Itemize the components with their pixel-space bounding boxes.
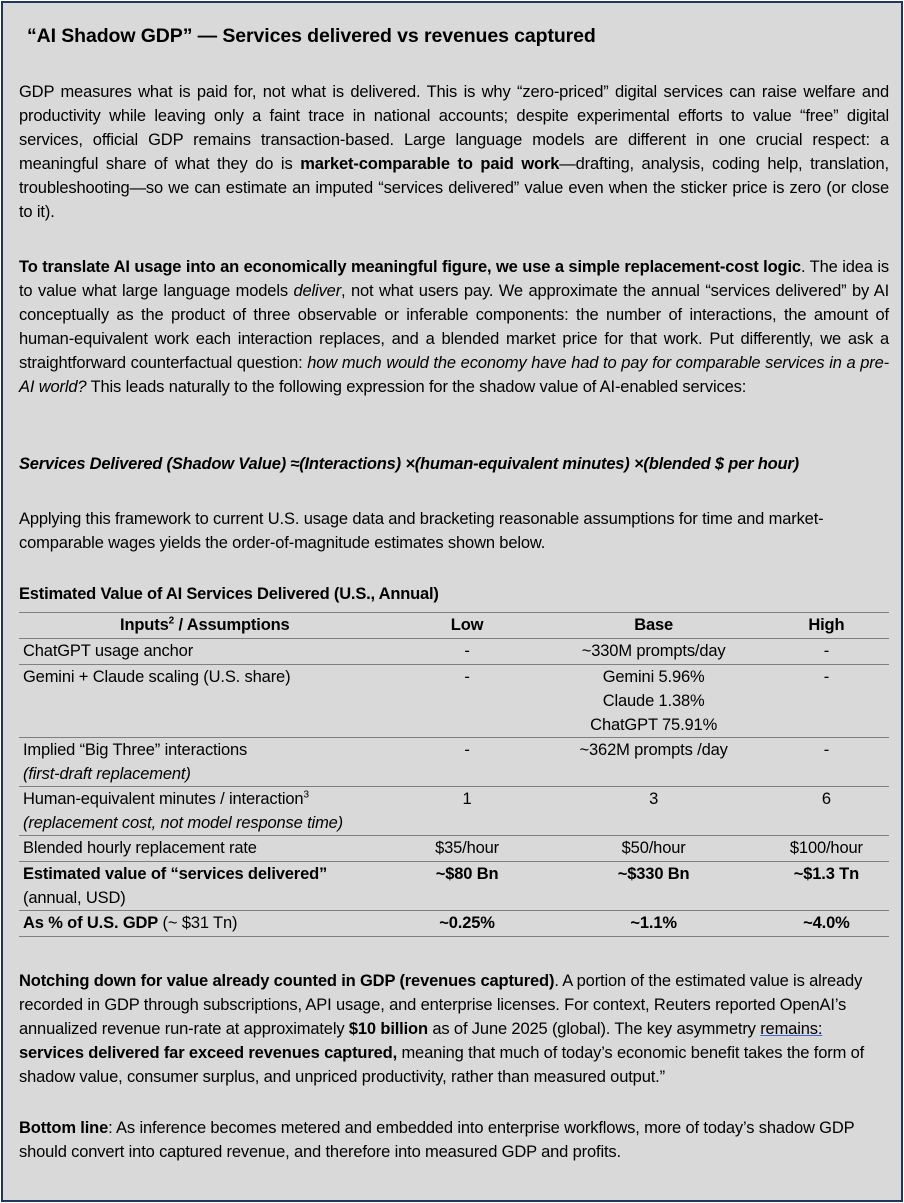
text-run: . A portion of the estimated value is already recorded in GDP through subscriptions, API usage, and enterprise licenses. For context, Reuters reported OpenAI’s annualized revenue run-rate at approximately <box>19 972 863 1038</box>
emphasis-italic: deliver <box>293 282 342 300</box>
cell-low: ~0.25% <box>391 911 544 937</box>
spellcheck-underline[interactable]: remains: <box>760 1020 823 1038</box>
header-base: Base <box>544 613 764 639</box>
row-label <box>19 787 391 836</box>
row-sublabel: (replacement cost, not model response time) <box>23 814 344 832</box>
revenues-captured-paragraph <box>19 969 889 1089</box>
cell-high: ~$1.3 Tn <box>764 862 889 911</box>
table-title: Estimated Value of AI Services Delivered (U.S., Annual) <box>19 585 439 603</box>
table-row <box>19 665 889 738</box>
methodology-paragraph <box>19 255 889 399</box>
row-sublabel: (annual, USD) <box>23 889 126 907</box>
emphasis-italic: how much would the economy have had to pay for comparable services in a pre-AI world? <box>19 354 889 396</box>
table-row <box>19 862 889 911</box>
cell-high: ~4.0% <box>764 911 889 937</box>
cell-low: - <box>391 665 544 738</box>
framework-paragraph: Applying this framework to current U.S. usage data and bracketing reasonable assumptions for time and market-comparable wages yields the order-of-magnitude estimates shown below. <box>19 510 824 552</box>
text-run: , not what users pay. We approximate the annual “services delivered” by AI conceptually as the product of three observable or inferable components: the number of interactions, the amount of human-equivalent work each interaction replaces, and a blended market price for that work. Put differently, we ask a straightforward counterfactual question: <box>19 282 889 372</box>
table-row <box>19 836 889 862</box>
table-row <box>19 639 889 665</box>
cell-low: 1 <box>391 787 544 836</box>
cell-base: ~$330 Bn <box>544 862 764 911</box>
row-label-main: Human-equivalent minutes / interaction$^3$ <box>23 789 309 808</box>
row-label-main: Implied “Big Three” interactions <box>23 741 248 759</box>
cell-high: - <box>764 738 889 787</box>
row-label <box>19 738 391 787</box>
row-label: Blended hourly replacement rate <box>19 836 391 862</box>
header-low: Low <box>391 613 544 639</box>
row-sublabel: (first-draft replacement) <box>23 765 191 783</box>
cell-base: 3 <box>544 787 764 836</box>
cell-low: $35/hour <box>391 836 544 862</box>
row-label-main: Estimated value of “services delivered” <box>23 865 328 883</box>
header-inputs: Inputs$^2$ / Assumptions <box>19 613 391 639</box>
document-panel <box>1 1 903 1202</box>
emphasis-bold: $10 billion <box>348 1020 428 1038</box>
row-label: ChatGPT usage anchor <box>19 639 391 665</box>
footnote-marker: 3 <box>303 789 309 801</box>
text-run: . The idea is to value what large language models <box>19 258 889 300</box>
emphasis-bold: services delivered far exceed revenues captured, <box>19 1044 398 1062</box>
cell-base <box>544 665 764 738</box>
text-run: This leads naturally to the following expression for the shadow value of AI-enabled services: <box>86 378 747 396</box>
table-row <box>19 738 889 787</box>
text-run: as of June 2025 (global). The key asymmetry <box>427 1020 761 1038</box>
estimates-table <box>19 612 889 937</box>
cell-high: - <box>764 665 889 738</box>
bottom-line-paragraph <box>19 1116 889 1164</box>
emphasis-bold: Bottom line <box>19 1119 109 1137</box>
intro-paragraph <box>19 80 889 224</box>
share-gemini: Gemini 5.96% <box>602 668 705 686</box>
share-claude: Claude 1.38% <box>602 692 705 710</box>
table-row <box>19 911 889 937</box>
emphasis-bold: To translate AI usage into an economically meaningful figure, we use a simple replacement-cost logic <box>19 258 801 276</box>
cell-low: ~$80 Bn <box>391 862 544 911</box>
cell-base: ~362M prompts /day <box>544 738 764 787</box>
cell-high: 6 <box>764 787 889 836</box>
text-run: —drafting, analysis, coding help, translation, troubleshooting—so we can estimate an imputed “services delivered” value even when the sticker price is zero (or close to it). <box>19 155 889 221</box>
header-high: High <box>764 613 889 639</box>
cell-high: - <box>764 639 889 665</box>
table-header-row <box>19 613 889 639</box>
emphasis-bold: Notching down for value already counted in GDP (revenues captured) <box>19 972 555 990</box>
cell-high: $100/hour <box>764 836 889 862</box>
cell-low: - <box>391 639 544 665</box>
table-row <box>19 787 889 836</box>
row-label <box>19 862 391 911</box>
row-label: As % of U.S. GDP (~ $31 Tn) <box>19 911 391 937</box>
text-run: : As inference becomes metered and embedded into enterprise workflows, more of today’s shadow GDP should convert into captured revenue, and therefore into measured GDP and profits. <box>19 1119 855 1161</box>
cell-base: ~1.1% <box>544 911 764 937</box>
text-run: meaning that much of today’s economic benefit takes the form of shadow value, consumer surplus, and unpriced productivity, rather than measured output.” <box>19 1044 865 1086</box>
footnote-marker: 2 <box>168 615 175 627</box>
shadow-value-formula: Services Delivered (Shadow Value) ≈(Interactions) ×(human-equivalent minutes) ×(blended $ per hour) <box>19 455 799 473</box>
cell-low: - <box>391 738 544 787</box>
share-chatgpt: ChatGPT 75.91% <box>590 716 718 734</box>
cell-base: $50/hour <box>544 836 764 862</box>
row-label: Gemini + Claude scaling (U.S. share) <box>19 665 391 738</box>
emphasis-bold: market-comparable to paid work <box>300 155 560 173</box>
text-run: GDP measures what is paid for, not what is delivered. This is why “zero-priced” digital services can raise welfare and productivity while leaving only a faint trace in national accounts; despite experimental efforts to value “free” digital services, official GDP remains transaction-based. Large language models are different in one crucial respect: a meaningful share of what they do is <box>19 83 889 173</box>
cell-base: ~330M prompts/day <box>544 639 764 665</box>
document-title: “AI Shadow GDP” — Services delivered vs revenues captured <box>27 25 596 47</box>
